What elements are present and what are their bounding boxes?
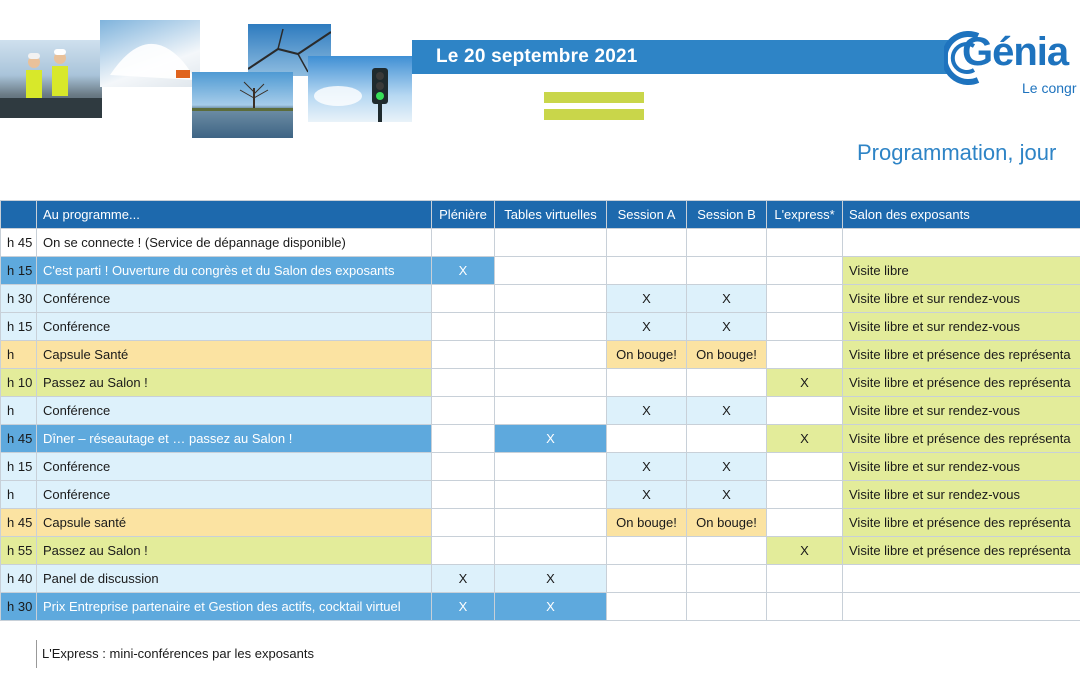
- column-header-salon: Salon des exposants: [843, 201, 1080, 229]
- program-cell: Conférence: [37, 397, 432, 425]
- pleniere-cell: X: [432, 257, 495, 285]
- pleniere-cell: [432, 397, 495, 425]
- session-a-cell: [607, 537, 687, 565]
- time-cell: h 30: [1, 593, 37, 621]
- photo-construction-workers: [0, 40, 102, 118]
- page-title: Programmation, jour: [857, 140, 1057, 165]
- time-cell: h 15: [1, 257, 37, 285]
- tree-illustration: [192, 72, 293, 138]
- column-header-session-b: Session B: [687, 201, 767, 229]
- pleniere-cell: [432, 425, 495, 453]
- express-cell: [767, 341, 843, 369]
- session-a-cell: On bouge!: [607, 341, 687, 369]
- table-row: [1, 537, 1080, 565]
- pleniere-cell: [432, 369, 495, 397]
- table-row: [1, 481, 1080, 509]
- pleniere-cell: [432, 341, 495, 369]
- tables-virtuelles-cell: [495, 481, 607, 509]
- tables-virtuelles-cell: [495, 453, 607, 481]
- time-cell: h 15: [1, 313, 37, 341]
- program-cell: Conférence: [37, 481, 432, 509]
- salon-cell: Visite libre et présence des représenta: [843, 425, 1080, 453]
- program-cell: Panel de discussion: [37, 565, 432, 593]
- session-a-cell: X: [607, 285, 687, 313]
- table-row: [1, 229, 1080, 257]
- tables-virtuelles-cell: [495, 537, 607, 565]
- column-header-tables-virtuelles: Tables virtuelles: [495, 201, 607, 229]
- workers-illustration: [0, 40, 102, 118]
- program-table: [0, 200, 1080, 621]
- salon-cell: Visite libre et sur rendez-vous: [843, 481, 1080, 509]
- pleniere-cell: [432, 509, 495, 537]
- time-cell: h 10: [1, 369, 37, 397]
- column-header-pleniere: Plénière: [432, 201, 495, 229]
- program-cell: Conférence: [37, 285, 432, 313]
- pleniere-cell: [432, 453, 495, 481]
- program-cell: Passez au Salon !: [37, 369, 432, 397]
- session-a-cell: X: [607, 397, 687, 425]
- session-b-cell: X: [687, 397, 767, 425]
- table-row: [1, 313, 1080, 341]
- session-b-cell: X: [687, 285, 767, 313]
- session-a-cell: [607, 257, 687, 285]
- table-row: [1, 593, 1080, 621]
- table-row: [1, 453, 1080, 481]
- express-cell: X: [767, 369, 843, 397]
- logo-tagline: Le congr: [1022, 80, 1077, 96]
- time-cell: h 45: [1, 425, 37, 453]
- session-b-cell: On bouge!: [687, 509, 767, 537]
- tables-virtuelles-cell: X: [495, 593, 607, 621]
- express-cell: [767, 257, 843, 285]
- session-a-cell: X: [607, 453, 687, 481]
- session-a-cell: [607, 369, 687, 397]
- pleniere-cell: X: [432, 565, 495, 593]
- express-cell: X: [767, 537, 843, 565]
- salon-cell: Visite libre et sur rendez-vous: [843, 313, 1080, 341]
- time-cell: h 55: [1, 537, 37, 565]
- time-cell: h: [1, 341, 37, 369]
- column-header-session-a: Session A: [607, 201, 687, 229]
- tables-virtuelles-cell: [495, 341, 607, 369]
- salon-cell: [843, 229, 1080, 257]
- tables-virtuelles-cell: [495, 285, 607, 313]
- session-b-cell: X: [687, 453, 767, 481]
- table-row: [1, 369, 1080, 397]
- table-row: [1, 425, 1080, 453]
- express-cell: [767, 453, 843, 481]
- tables-virtuelles-cell: [495, 369, 607, 397]
- program-cell: Dîner – réseautage et … passez au Salon !: [37, 425, 432, 453]
- footnote-divider: [36, 640, 37, 668]
- program-cell: Capsule santé: [37, 509, 432, 537]
- tables-virtuelles-cell: [495, 509, 607, 537]
- session-b-cell: [687, 229, 767, 257]
- event-date: Le 20 septembre 2021: [436, 46, 638, 67]
- session-a-cell: [607, 593, 687, 621]
- session-a-cell: X: [607, 481, 687, 509]
- pleniere-cell: [432, 229, 495, 257]
- salon-cell: Visite libre et présence des représenta: [843, 369, 1080, 397]
- column-header-express: L'express*: [767, 201, 843, 229]
- traffic-light-illustration: [308, 56, 412, 122]
- table-body: [1, 229, 1080, 621]
- session-a-cell: [607, 565, 687, 593]
- session-a-cell: X: [607, 313, 687, 341]
- session-b-cell: [687, 257, 767, 285]
- tables-virtuelles-cell: [495, 257, 607, 285]
- session-b-cell: X: [687, 481, 767, 509]
- snow-illustration: [100, 20, 200, 87]
- time-cell: h 30: [1, 285, 37, 313]
- footnote: L'Express : mini-conférences par les exposants: [42, 646, 314, 661]
- express-cell: [767, 565, 843, 593]
- program-cell: C'est parti ! Ouverture du congrès et du Salon des exposants: [37, 257, 432, 285]
- time-cell: h 45: [1, 229, 37, 257]
- salon-cell: [843, 593, 1080, 621]
- table-row: [1, 257, 1080, 285]
- table-row: [1, 565, 1080, 593]
- pleniere-cell: [432, 285, 495, 313]
- session-b-cell: [687, 593, 767, 621]
- salon-cell: Visite libre et sur rendez-vous: [843, 397, 1080, 425]
- table-row: [1, 397, 1080, 425]
- logo-wordmark: Génia: [962, 30, 1069, 74]
- table-row: [1, 285, 1080, 313]
- tables-virtuelles-cell: [495, 313, 607, 341]
- time-cell: h 15: [1, 453, 37, 481]
- pleniere-cell: [432, 481, 495, 509]
- session-b-cell: [687, 565, 767, 593]
- salon-cell: Visite libre et présence des représenta: [843, 341, 1080, 369]
- tables-virtuelles-cell: [495, 229, 607, 257]
- express-cell: [767, 509, 843, 537]
- session-b-cell: [687, 369, 767, 397]
- salon-cell: [843, 565, 1080, 593]
- pleniere-cell: [432, 313, 495, 341]
- tables-virtuelles-cell: X: [495, 565, 607, 593]
- program-cell: On se connecte ! (Service de dépannage disponible): [37, 229, 432, 257]
- program-cell: Capsule Santé: [37, 341, 432, 369]
- salon-cell: Visite libre: [843, 257, 1080, 285]
- time-cell: h 40: [1, 565, 37, 593]
- program-cell: Conférence: [37, 313, 432, 341]
- session-a-cell: [607, 425, 687, 453]
- time-cell: h 45: [1, 509, 37, 537]
- session-a-cell: On bouge!: [607, 509, 687, 537]
- tables-virtuelles-cell: [495, 397, 607, 425]
- express-cell: [767, 593, 843, 621]
- photo-snow-blower: [100, 20, 200, 87]
- session-b-cell: [687, 537, 767, 565]
- salon-cell: Visite libre et sur rendez-vous: [843, 453, 1080, 481]
- table-header-row: [1, 201, 1080, 229]
- tables-virtuelles-cell: X: [495, 425, 607, 453]
- express-cell: [767, 313, 843, 341]
- express-cell: [767, 285, 843, 313]
- column-header-time: [1, 201, 37, 229]
- time-cell: h: [1, 481, 37, 509]
- session-a-cell: [607, 229, 687, 257]
- genia-logo: [944, 24, 1080, 104]
- photo-flooded-trees: [192, 72, 293, 138]
- salon-cell: Visite libre et présence des représenta: [843, 537, 1080, 565]
- pleniere-cell: [432, 537, 495, 565]
- express-cell: X: [767, 425, 843, 453]
- photo-traffic-light: [308, 56, 412, 122]
- program-cell: Conférence: [37, 453, 432, 481]
- salon-cell: Visite libre et présence des représenta: [843, 509, 1080, 537]
- express-cell: [767, 397, 843, 425]
- salon-cell: Visite libre et sur rendez-vous: [843, 285, 1080, 313]
- decorative-bar-top: [544, 92, 644, 103]
- session-b-cell: [687, 425, 767, 453]
- time-cell: h: [1, 397, 37, 425]
- express-cell: [767, 481, 843, 509]
- pleniere-cell: X: [432, 593, 495, 621]
- session-b-cell: On bouge!: [687, 341, 767, 369]
- decorative-bar-bottom: [544, 109, 644, 120]
- table-row: [1, 509, 1080, 537]
- column-header-program: Au programme...: [37, 201, 432, 229]
- session-b-cell: X: [687, 313, 767, 341]
- express-cell: [767, 229, 843, 257]
- table-row: [1, 341, 1080, 369]
- program-cell: Passez au Salon !: [37, 537, 432, 565]
- program-cell: Prix Entreprise partenaire et Gestion des actifs, cocktail virtuel: [37, 593, 432, 621]
